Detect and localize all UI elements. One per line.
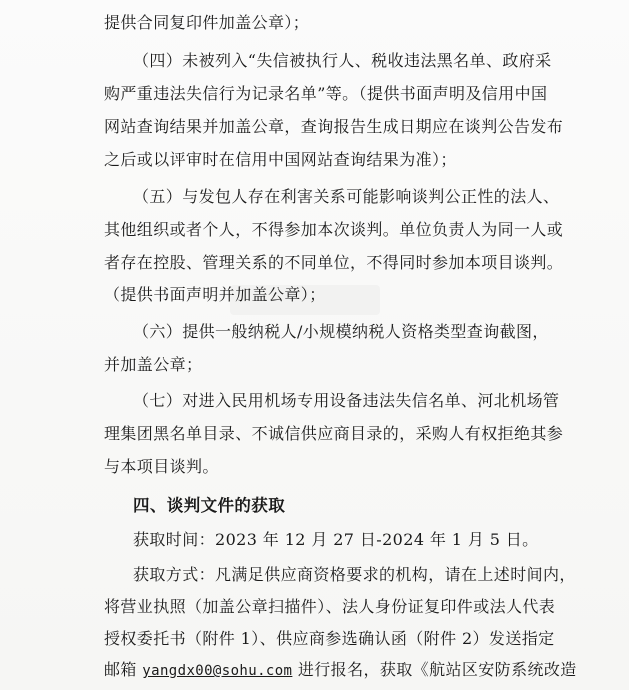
text-line: 理集团黑名单目录、不诚信供应商目录的，采购人有权拒绝其参	[104, 424, 564, 443]
email-suffix: 进行报名，获取《航站区安防系统改造	[292, 660, 577, 679]
text-line: 与本项目谈判。	[104, 457, 219, 476]
text-line: 购严重违法失信行为记录名单”等。（提供书面声明及信用中国	[104, 84, 548, 103]
text-line: （四）未被列入“失信被执行人、税收违法黑名单、政府采	[133, 51, 552, 70]
text-line: （七）对进入民用机场专用设备违法失信名单、河北机场管	[133, 391, 560, 410]
email-prefix: 邮箱	[104, 660, 143, 679]
text-line: （六）提供一般纳税人/小规模纳税人资格类型查询截图，	[133, 322, 549, 341]
text-line: 之后或以评审时在信用中国网站查询结果为准）；	[104, 150, 457, 169]
text-line: 提供合同复印件加盖公章）；	[104, 13, 310, 32]
text-line: 其他组织或者个人，不得参加本次谈判。单位负责人为同一人或	[104, 220, 564, 239]
text-line: 并加盖公章；	[104, 355, 203, 374]
acquisition-time: 获取时间：2023 年 12 月 27 日-2024 年 1 月 5 日。	[133, 530, 539, 549]
text-line: （提供书面声明并加盖公章）；	[104, 285, 326, 304]
email-line	[104, 660, 577, 681]
text-line: 者存在控股、管理关系的不同单位，不得同时参加本项目谈判。	[104, 253, 564, 272]
text-line: （五）与发包人存在利害关系可能影响谈判公正性的法人、	[133, 187, 560, 206]
section-heading: 四、谈判文件的获取	[133, 496, 286, 515]
text-line: 网站查询结果并加盖公章，查询报告生成日期应在谈判公告发布	[104, 117, 564, 136]
text-line: 授权委托书（附件 1）、供应商参选确认函（附件 2）发送指定	[104, 629, 555, 648]
email-link[interactable]: yangdx00@sohu.com	[142, 663, 293, 679]
acquisition-method: 获取方式：凡满足供应商资格要求的机构，请在上述时间内，	[133, 565, 576, 584]
text-line: 将营业执照（加盖公章扫描件）、法人身份证复印件或法人代表	[104, 597, 556, 616]
